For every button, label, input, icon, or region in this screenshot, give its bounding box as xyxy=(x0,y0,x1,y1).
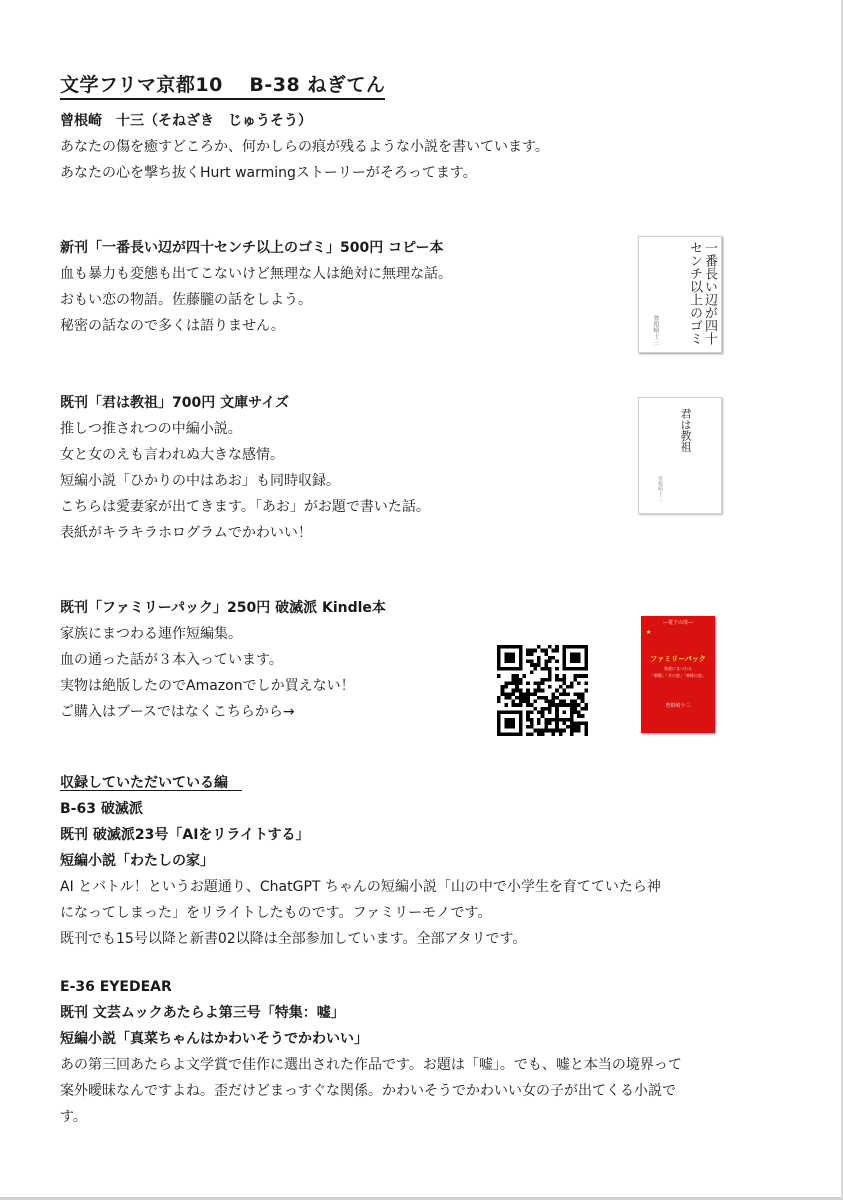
cover-author: 曾根崎十三 xyxy=(665,703,691,709)
book-description-line: 血も暴力も変態も出てこないけど無理な人は絶対に無理な話。 xyxy=(60,266,452,282)
section-heading: 収録していただいている編 xyxy=(60,775,242,791)
story-description-line: あの第三回あたらよ文学賞で佳作に選出された作品です。お題は「嘘」。でも、嘘と本当の境界って xyxy=(60,1057,682,1073)
page-title: 文学フリマ京都10 B-38 ねぎてん xyxy=(60,70,385,100)
book-cover-image xyxy=(638,236,722,353)
book-description-line: こちらは愛妻家が出てきます。「あお」がお題で書いた話。 xyxy=(60,499,430,515)
issue-title: 既刊 文芸ムックあたらよ第三号「特集：嘘」 xyxy=(60,1005,345,1021)
book-heading: 既刊「君は教祖」700円 文庫サイズ xyxy=(60,395,289,411)
book-description-line: 血の通った話が３本入っています。 xyxy=(60,652,283,668)
book-description-line: 表紙がキラキラホログラムでかわいい！ xyxy=(60,525,312,541)
cover-title-first: 一番長い辺が四十センチ以上のゴミ xyxy=(687,241,717,345)
circle-name: B-63 破滅派 xyxy=(60,801,143,817)
issue-title: 既刊 破滅派23号「AIをリライトする」 xyxy=(60,827,310,843)
book-description-line: ご購入はブースではなくこちらから→ xyxy=(60,704,295,720)
book-description-line: 実物は絶版したのでAmazonでしか買えない！ xyxy=(60,678,355,694)
cover-title: ファミリーパック xyxy=(650,655,706,663)
cover-subtitle: 家族にまつわる xyxy=(664,666,692,671)
book-description-line: 女と女のえも言われぬ大きな感情。 xyxy=(60,447,284,463)
book-cover-image xyxy=(641,616,715,733)
story-description-line: AI とバトル！というお題通り、ChatGPT ちゃんの短編小説「山の中で小学生を育てていたら神 xyxy=(60,879,661,895)
book-description-line: 短編小説「ひかりの中はあお」も同時収録。 xyxy=(60,473,340,489)
cover-title xyxy=(687,241,717,349)
circle-name: E-36 EYEDEAR xyxy=(60,979,172,995)
story-description-line: 案外曖昧なんですよね。歪だけどまっすぐな関係。かわいそうでかわいい女の子が出てくる小説で xyxy=(60,1083,676,1099)
author-intro-line: あなたの心を撃ち抜くHurt warmingストーリーがそろってます。 xyxy=(60,165,477,181)
story-description-line: 既刊でも15号以降と新書02以降は全部参加しています。全部アタリです。 xyxy=(60,931,527,947)
book-heading: 既刊「ファミリーパック」250円 破滅派 Kindle本 xyxy=(60,600,386,616)
story-title: 短編小説「真菜ちゃんはかわいそうでかわいい」 xyxy=(60,1031,368,1047)
cover-top-label: ―電子の扉― xyxy=(662,620,693,626)
cover-author: 曾根崎十三 xyxy=(652,315,659,345)
story-title: 短編小説「わたしの家」 xyxy=(60,853,214,869)
story-description-line: になってしまった」をリライトしたものです。ファミリーモノです。 xyxy=(60,905,492,921)
book-description-line: おもい恋の物語。佐藤朧の話をしよう。 xyxy=(60,292,312,308)
cover-author: 曾根崎十三 xyxy=(657,476,663,501)
book-description-line: 秘密の話なので多くは語りません。 xyxy=(60,318,285,334)
author-intro-line: あなたの傷を癒すどころか、何かしらの痕が残るような小説を書いています。 xyxy=(60,139,549,155)
cover-title: 君は教祖 xyxy=(679,408,692,452)
book-description-line: 推しつ推されつの中編小説。 xyxy=(60,421,242,437)
story-description-line: す。 xyxy=(60,1109,87,1125)
star-icon: ★ xyxy=(646,629,652,636)
author-name: 曾根崎 十三（そねざき じゅうそう） xyxy=(60,113,312,129)
cover-subtitle: 「朝陽」「月の窓」「神様の話」 xyxy=(650,673,706,678)
amazon-qr-code[interactable] xyxy=(497,645,588,736)
book-cover-image xyxy=(638,397,722,514)
book-heading: 新刊「一番長い辺が四十センチ以上のゴミ」500円 コピー本 xyxy=(60,240,444,256)
book-description-line: 家族にまつわる連作短編集。 xyxy=(60,626,242,642)
